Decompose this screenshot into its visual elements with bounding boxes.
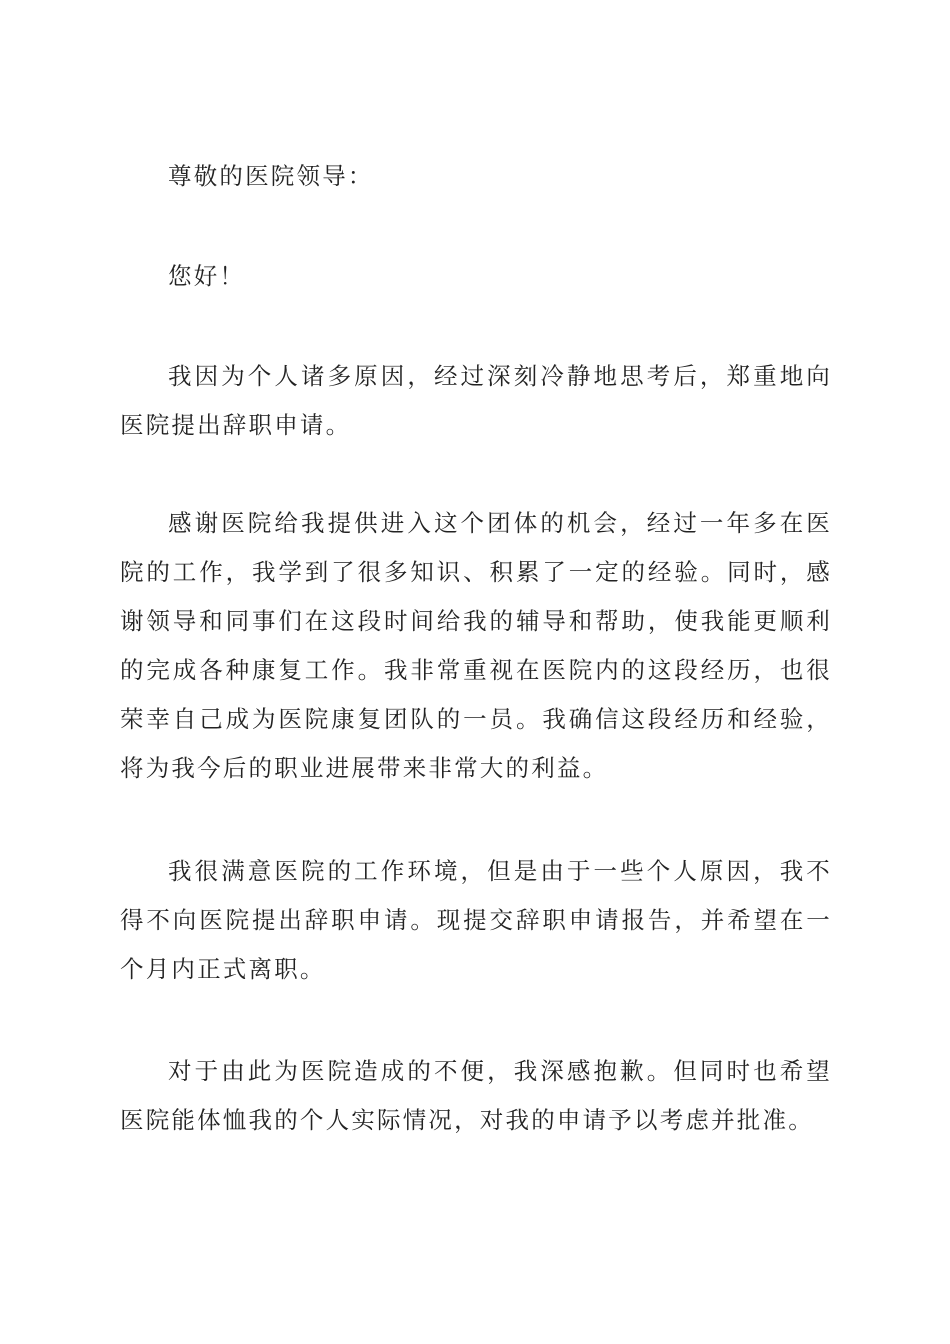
salutation: 尊敬的医院领导： xyxy=(168,162,374,190)
paragraph-resignation-request: 我很满意医院的工作环境，但是由于一些个人原因，我不得不向医院提出辞职申请。现提交辞职申请报告，并希望在一个月内正式离职。 xyxy=(120,857,832,983)
paragraph-resignation-intent: 我因为个人诸多原因，经过深刻冷静地思考后，郑重地向医院提出辞职申请。 xyxy=(120,362,832,439)
greeting: 您好！ xyxy=(168,262,246,290)
paragraph-apology: 对于由此为医院造成的不便，我深感抱歉。但同时也希望医院能体恤我的个人实际情况，对我的申请予以考虑并批准。 xyxy=(120,1057,832,1134)
paragraph-gratitude: 感谢医院给我提供进入这个团体的机会，经过一年多在医院的工作，我学到了很多知识、积累了一定的经验。同时，感谢领导和同事们在这段时间给我的辅导和帮助，使我能更顺利的完成各种康复工作。我非常重视在医院内的这段经历，也很荣幸自己成为医院康复团队的一员。我确信这段经历和经验，将为我今后的职业进展带来非常大的利益。 xyxy=(120,509,832,782)
